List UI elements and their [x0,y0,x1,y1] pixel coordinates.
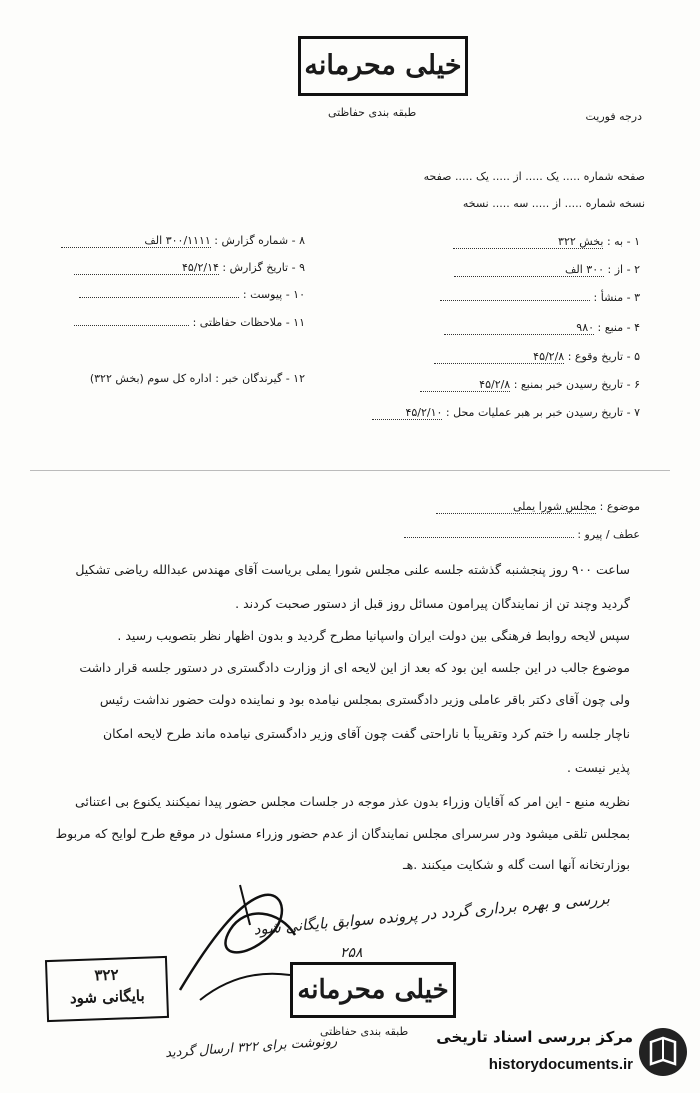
field-value: ۳۰۰/۱۱۱۱ الف [61,234,211,248]
field-source: ۴ - منبع : ۹۸۰ [444,321,640,335]
classification-stamp-bottom: خیلی محرمانه [290,962,456,1018]
field-value [79,297,239,298]
book-logo-icon [637,1026,689,1078]
watermark-title: مرکز بررسی اسناد تاریخی [436,1028,633,1046]
field-from: ۲ - از : ۳۰۰ الف [454,263,640,277]
field-local-receive-date: ۷ - تاریخ رسیدن خبر بر هبر عملیات محل : ۴۵/۲/۱۰ [372,406,640,420]
body-line: گردید وچند تن از نمایندگان پیرامون مسائل روز قبل از دستور صحبت کردند . [235,596,630,611]
body-line: ناچار جلسه را ختم کرد وتقریباً با ناراحتی گفت چون آقای وزیر دادگستری نیامده ماند طرح لایحه امکان [103,726,630,741]
field-security-notes: ۱۱ - ملاحظات حفاظتی : [74,316,305,329]
field-value: ۴۵/۲/۸ [434,350,564,364]
copy-number-line: نسخه شماره ..... از ..... سه ..... نسخه [462,197,645,210]
reference-line: عطف / پیرو : [404,528,640,541]
body-line: بوزارتخانه آنها است گله و شکایت میکنند .هـ [402,857,630,872]
divider [30,470,670,471]
urgency-label: درجه فوریت [585,110,642,123]
field-origin: ۳ - منشأ : [440,291,640,304]
field-recipients: ۱۲ - گیرندگان خبر : اداره کل سوم (بخش ۳۲۲) [89,372,305,385]
signature-icon [170,880,310,1010]
classification-stamp-top: خیلی محرمانه [298,36,468,96]
field-value: اداره کل سوم (بخش ۳۲۲) [89,372,212,385]
field-report-date: ۹ - تاریخ گزارش : ۴۵/۲/۱۴ [74,261,305,275]
field-value: بخش ۳۲۲ [453,235,603,249]
field-value: ۴۵/۲/۱۴ [74,261,219,275]
classification-caption-bottom: طبقه بندی حفاظتی [320,1025,409,1038]
field-value: ۴۵/۲/۸ [420,378,510,392]
archive-stamp [45,956,169,1022]
handwritten-number: ۲۵۸ [340,945,363,961]
field-to: ۱ - به : بخش ۳۲۲ [453,235,640,249]
field-attachment: ۱۰ - پیوست : [79,288,305,301]
handwritten-bottom-note: رونوشت برای ۳۲۲ ارسال گردید [164,1034,338,1061]
subject-line: موضوع : مجلس شورا یملی [436,500,640,514]
body-line: ولی چون آقای دکتر باقر عاملی وزیر دادگستری بمجلس نیامده بود و نماینده دولت حضور نداشت رئیس [99,692,630,707]
body-line: پذیر نیست . [566,760,630,775]
field-source-receive-date: ۶ - تاریخ رسیدن خبر بمنبع : ۴۵/۲/۸ [420,378,640,392]
archive-stamp-text: بایگانی شود [69,986,145,1008]
subject-value: مجلس شورا یملی [436,500,596,514]
page-number-line: صفحه شماره ..... یک ..... از ..... یک ..... صفحه [423,170,645,183]
field-value [74,325,189,326]
classification-caption-top: طبقه بندی حفاظتی [328,106,417,119]
field-value: ۹۸۰ [444,321,594,335]
body-line: نظریه منبع - این امر که آقایان وزراء بدون عذر موجه در جلسات مجلس حضور پیدا نمیکنند یکنوع بی اعتنائی [75,794,630,809]
field-report-number: ۸ - شماره گزارش : ۳۰۰/۱۱۱۱ الف [61,234,305,248]
handwritten-note: بررسی و بهره برداری گردد در پرونده سوابق بایگانی شود [252,889,611,939]
archive-stamp-number: ۳۲۲ [94,965,119,985]
field-value: ۳۰۰ الف [454,263,604,277]
body-line: موضوع جالب در این جلسه این بود که بعد از این لایحه ای از وزارت دادگستری در دستور جلسه قرار داشت [79,660,630,675]
body-line: ساعت ۹۰۰ روز پنجشنبه گذشته جلسه علنی مجلس شورا یملی بریاست آقای مهندس عبدالله ریاضی تشکیل [75,562,630,577]
field-event-date: ۵ - تاریخ وقوع : ۴۵/۲/۸ [434,350,640,364]
field-value [440,300,590,301]
body-line: سپس لایحه روابط فرهنگی بین دولت ایران واسپانیا مطرح گردید و بدون اظهار نظر بتصویب رسید . [117,628,630,643]
field-value: ۴۵/۲/۱۰ [372,406,442,420]
watermark-url: historydocuments.ir [488,1056,633,1073]
body-line: بمجلس تلقی میشود ودر سرسرای مجلس نمایندگان از عدم حضور وزراء مسئول در موقع طرح لوایح که مربوط [55,826,630,841]
reference-value [404,537,574,538]
watermark-logo [428,1020,693,1086]
